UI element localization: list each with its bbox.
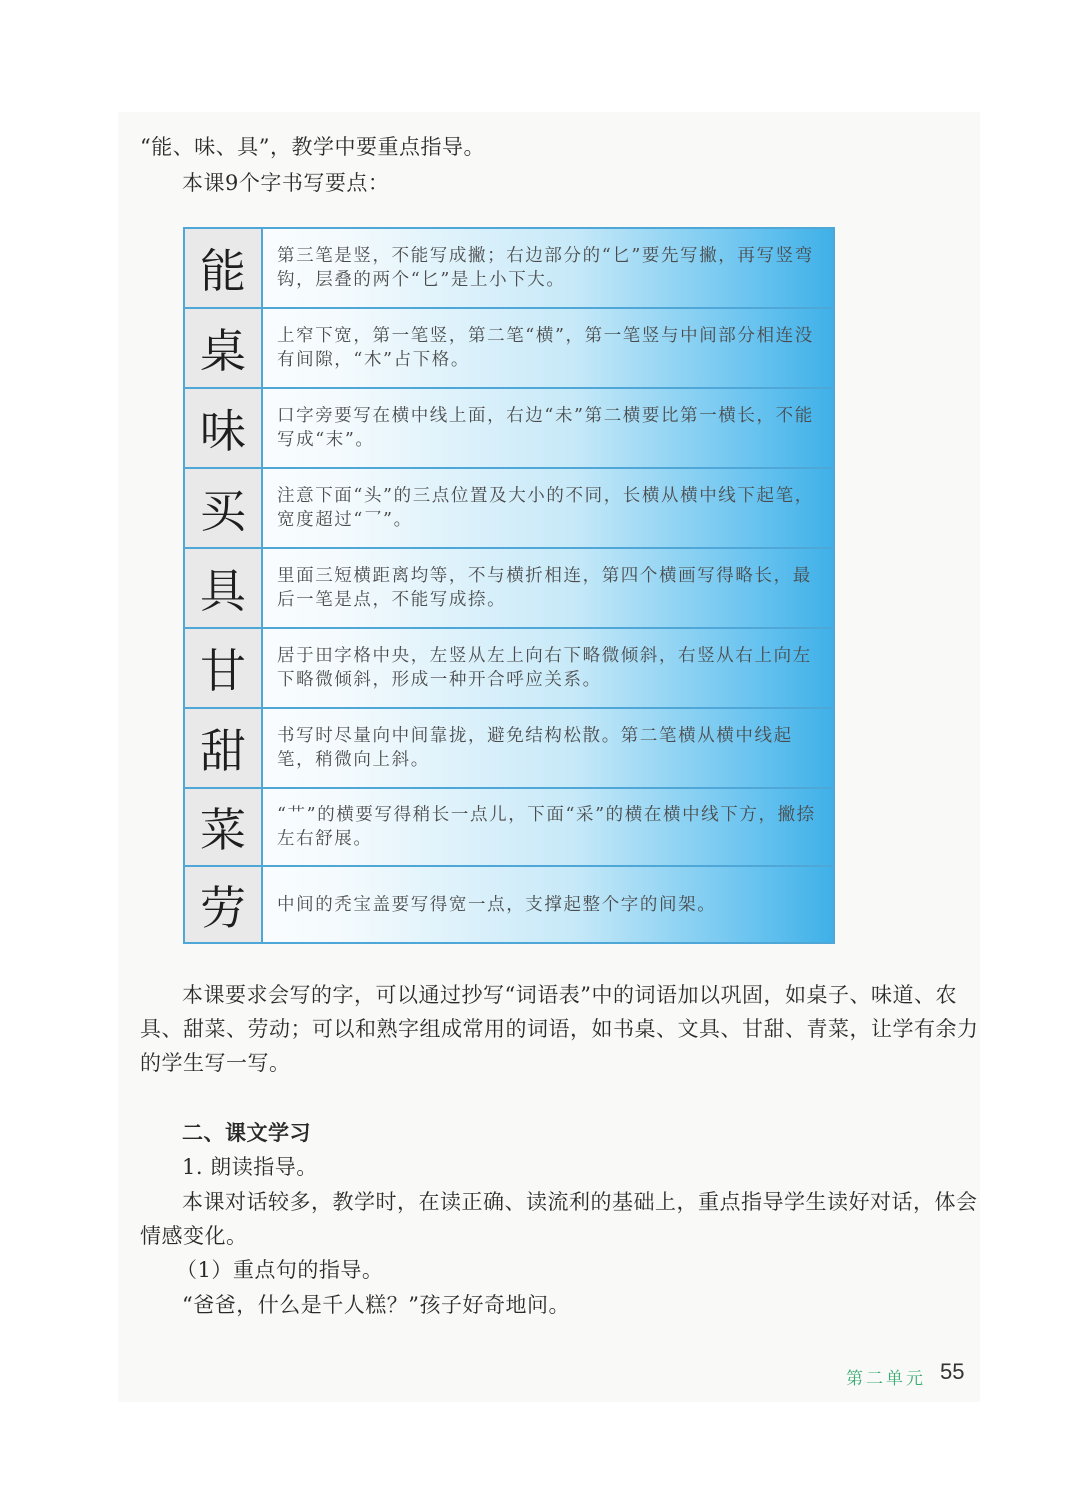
description-cell: 注意下面“头”的三点位置及大小的不同，长横从横中线下起笔，宽度超过“乛”。 — [277, 486, 814, 530]
character-cell: 菜 — [185, 789, 263, 865]
paragraph-1-line-2: 具、甜菜、劳动；可以和熟字组成常用的词语，如书桌、文具、甘甜、青菜，让学有余力 — [140, 1017, 979, 1041]
subheading-2: （1）重点句的指导。 — [176, 1258, 384, 1282]
character-cell: 劳 — [185, 867, 263, 942]
unit-label: 第二单元 — [846, 1369, 926, 1389]
table-row — [185, 309, 833, 389]
table-row — [185, 867, 833, 942]
section-heading: 二、课文学习 — [182, 1120, 311, 1145]
character-cell: 具 — [185, 549, 263, 627]
table-row — [185, 549, 833, 629]
paragraph-1-line-1: 本课要求会写的字，可以通过抄写“词语表”中的词语加以巩固，如桌子、味道、农 — [182, 983, 957, 1007]
paragraph-2-line-1: 本课对话较多，教学时，在读正确、读流利的基础上，重点指导学生读好对话，体会 — [182, 1190, 978, 1214]
character-cell: 甜 — [185, 709, 263, 787]
character-cell: 味 — [185, 389, 263, 467]
description-cell: 居于田字格中央，左竖从左上向右下略微倾斜，右竖从右上向左下略微倾斜，形成一种开合呼应关系。 — [277, 646, 812, 690]
writing-points-table — [183, 227, 835, 944]
description-cell: 中间的秃宝盖要写得宽一点，支撑起整个字的间架。 — [277, 894, 717, 915]
description-cell: 上窄下宽，第一笔竖，第二笔“横”，第一笔竖与中间部分相连没有间隙，“木”占下格。 — [277, 326, 814, 370]
intro-line-2: 本课9个字书写要点： — [182, 171, 390, 195]
character-cell: 能 — [185, 229, 263, 307]
page-number: 55 — [940, 1359, 965, 1384]
description-cell: 书写时尽量向中间靠拢，避免结构松散。第二笔横从横中线起笔，稍微向上斜。 — [277, 726, 793, 770]
character-cell: 桌 — [185, 309, 263, 387]
paragraph-1-line-3: 的学生写一写。 — [140, 1051, 291, 1075]
table-row — [185, 229, 833, 309]
description-cell: 第三笔是竖，不能写成撇；右边部分的“匕”要先写撇，再写竖弯钩，层叠的两个“匕”是上小下大。 — [277, 246, 814, 290]
table-row — [185, 469, 833, 549]
table-row — [185, 789, 833, 867]
character-cell: 甘 — [185, 629, 263, 707]
table-row — [185, 389, 833, 469]
intro-line-1: “能、味、具”，教学中要重点指导。 — [140, 135, 485, 159]
description-cell: 里面三短横距离均等，不与横折相连，第四个横画写得略长，最后一笔是点，不能写成捺。 — [277, 566, 812, 610]
character-cell: 买 — [185, 469, 263, 547]
description-cell: 口字旁要写在横中线上面，右边“未”第二横要比第一横长，不能写成“末”。 — [277, 406, 814, 450]
subheading-1: 1. 朗读指导。 — [182, 1155, 318, 1179]
paragraph-2-line-2: 情感变化。 — [140, 1224, 248, 1248]
quote-line: “爸爸，什么是千人糕？”孩子好奇地问。 — [182, 1293, 570, 1317]
description-cell: “艹”的横要写得稍长一点儿，下面“采”的横在横中线下方，撇捺左右舒展。 — [277, 805, 816, 849]
table-row — [185, 629, 833, 709]
table-row — [185, 709, 833, 789]
